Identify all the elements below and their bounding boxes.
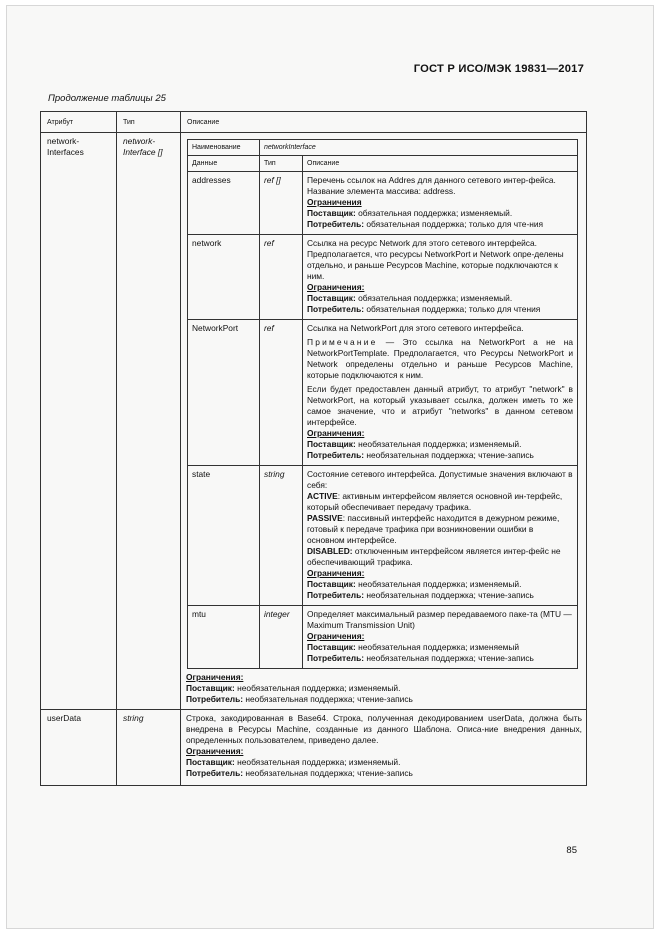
nested-network-interface-table xyxy=(187,139,578,669)
table-row-user-data xyxy=(41,710,587,786)
supplier-line: Поставщик: необязательная поддержка; изменяемый. xyxy=(307,579,522,589)
nested-row-networkport xyxy=(188,320,578,466)
description-text: Состояние сетевого интерфейса. Допустимые значения включают в себя: xyxy=(307,469,573,490)
consumer-line: Потребитель: обязательная поддержка; только для чте-ния xyxy=(307,219,544,229)
table-continuation-caption: Продолжение таблицы 25 xyxy=(48,93,166,104)
description-text: Определяет максимальный размер передаваемого паке-та (MTU — Maximum Transmission Unit) xyxy=(307,609,572,630)
description-cell xyxy=(181,710,587,786)
state-disabled: DISABLED: отключенным интерфейсом является интер-фейс не обеспечивающий трафика. xyxy=(307,546,561,567)
attribute-cell: network- Interfaces xyxy=(41,133,117,710)
limits-heading: Ограничения: xyxy=(307,282,365,292)
field-description xyxy=(303,320,578,466)
field-name: network xyxy=(188,235,260,320)
field-type: ref xyxy=(260,320,303,466)
consumer-line: Потребитель: необязательная поддержка; чтение-запись xyxy=(186,768,413,778)
nested-column-data: Данные xyxy=(188,156,260,172)
column-header-type: Тип xyxy=(117,112,181,133)
limits-heading: Ограничения: xyxy=(307,568,365,578)
description-text: Ссылка на ресурс Network для этого сетевого интерфейса. Предполагается, что ресурсы NetworkPort и Network опре-делены отдельно, и раньше Ресурсов Machine, которые подключаются к ним. xyxy=(307,238,564,281)
supplier-line: Поставщик: необязательная поддержка; изменяемый. xyxy=(186,683,401,693)
state-active: ACTIVE: активным интерфейсом является основной ин-терфейс, который обеспечивает передачу трафика. xyxy=(307,491,563,512)
table-header-row xyxy=(41,112,587,133)
limits-heading: Ограничения: xyxy=(307,631,365,641)
nested-column-type: Тип xyxy=(260,156,303,172)
consumer-line: Потребитель: необязательная поддержка; чтение-запись xyxy=(307,450,534,460)
standard-title: ГОСТ Р ИСО/МЭК 19831—2017 xyxy=(413,63,584,75)
supplier-line: Поставщик: обязательная поддержка; изменяемый. xyxy=(307,208,513,218)
field-description xyxy=(303,606,578,669)
limits-heading: Ограничения: xyxy=(186,672,244,682)
description-text: Строка, закодированная в Base64. Строка, полученная декодированием userData, должна быть внедрена в Ресурсы Machine, созданные из данного Шаблона. Описа-ние внедрения данных, определенных пользователем, приведено далее. xyxy=(186,713,582,745)
field-name: addresses xyxy=(188,172,260,235)
column-header-description: Описание xyxy=(181,112,587,133)
nested-name-value: networkInterface xyxy=(260,140,578,156)
field-type: ref [] xyxy=(260,172,303,235)
limits-heading: Ограничения xyxy=(307,197,362,207)
description-text: Ссылка на NetworkPort для этого сетевого интерфейса. xyxy=(307,323,524,333)
consumer-line: Потребитель: необязательная поддержка; чтение-запись xyxy=(307,590,534,600)
nested-column-description: Описание xyxy=(303,156,578,172)
supplier-line: Поставщик: необязательная поддержка; изменяемый xyxy=(307,642,520,652)
description-text: Название элемента массива: address. xyxy=(307,186,456,196)
field-description xyxy=(303,235,578,320)
nested-row-mtu xyxy=(188,606,578,669)
nested-name-label: Наименование xyxy=(188,140,260,156)
nested-name-row xyxy=(188,140,578,156)
column-header-attribute: Атрибут xyxy=(41,112,117,133)
type-cell: string xyxy=(117,710,181,786)
nested-header-row xyxy=(188,156,578,172)
field-name: NetworkPort xyxy=(188,320,260,466)
field-name: mtu xyxy=(188,606,260,669)
supplier-line: Поставщик: необязательная поддержка; изменяемый. xyxy=(186,757,401,767)
limits-heading: Ограничения: xyxy=(307,428,365,438)
state-passive: PASSIVE: пассивный интерфейс находится в дежурном режиме, готовый к передаче трафика при возникновении ошибки в основном интерфейсе. xyxy=(307,513,560,545)
description-text: Если будет предоставлен данный атрибут, то атрибут "network" в NetworkPort, на который указывает ссылка, должен иметь то же самое значение, что и атрибут "networks" в данном сетевом интерфейсе. xyxy=(307,384,573,427)
consumer-line: Потребитель: обязательная поддержка; только для чтения xyxy=(307,304,541,314)
field-type: ref xyxy=(260,235,303,320)
supplier-line: Поставщик: обязательная поддержка; изменяемый. xyxy=(307,293,513,303)
attribute-cell: userData xyxy=(41,710,117,786)
consumer-line: Потребитель: необязательная поддержка; чтение-запись xyxy=(307,653,534,663)
field-description xyxy=(303,172,578,235)
note-text: Примечание — Это ссылка на NetworkPort a не на NetworkPortTemplate. Предполагается, что Ресурсы NetworkPort и Network определены отдельно и раньше Ресурсов Machine, которые подключаются к ним. xyxy=(307,337,573,380)
attributes-table xyxy=(40,111,587,786)
description-text: Перечень ссылок на Addres для данного сетевого интер-фейса. xyxy=(307,175,556,185)
nested-row-network xyxy=(188,235,578,320)
page-number: 85 xyxy=(566,845,577,856)
field-type: string xyxy=(260,466,303,606)
nested-row-addresses xyxy=(188,172,578,235)
table-row-network-interfaces xyxy=(41,133,587,710)
supplier-line: Поставщик: необязательная поддержка; изменяемый. xyxy=(307,439,522,449)
description-cell xyxy=(181,133,587,710)
field-description xyxy=(303,466,578,606)
field-type: integer xyxy=(260,606,303,669)
type-cell: network- Interface [] xyxy=(117,133,181,710)
field-name: state xyxy=(188,466,260,606)
consumer-line: Потребитель: необязательная поддержка; чтение-запись xyxy=(186,694,413,704)
nested-row-state xyxy=(188,466,578,606)
limits-heading: Ограничения: xyxy=(186,746,244,756)
